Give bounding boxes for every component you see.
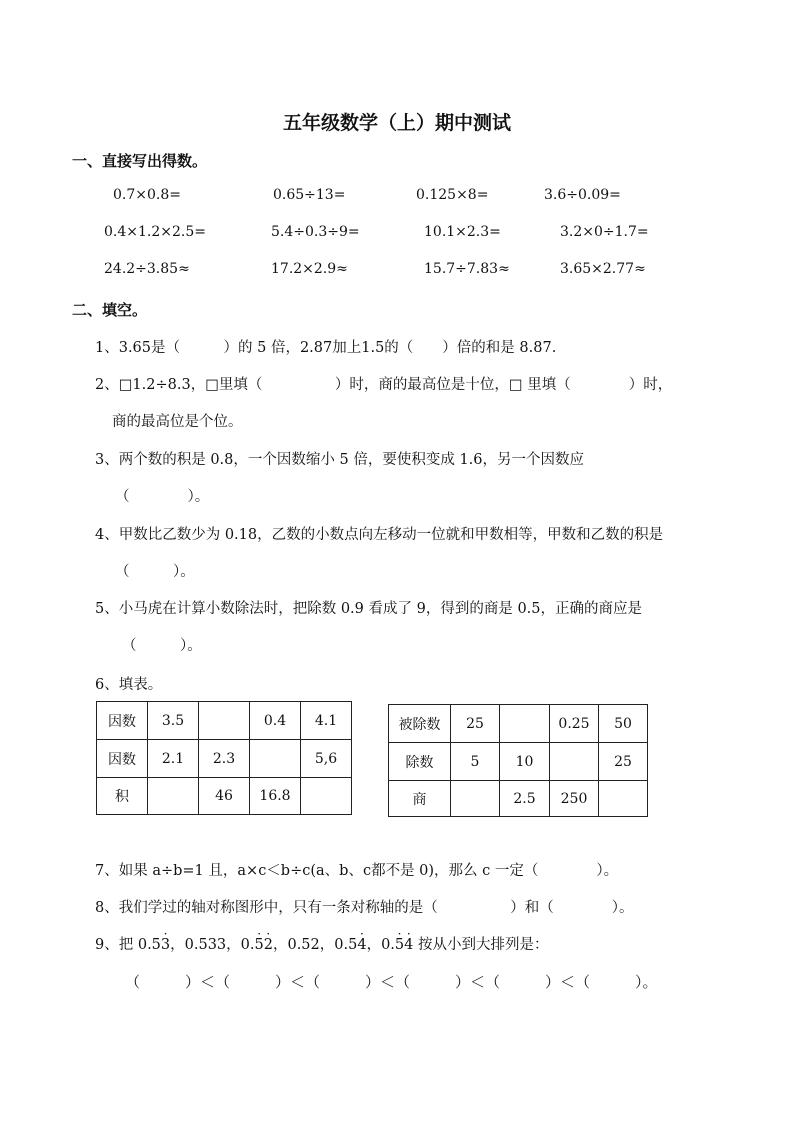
table-cell [451,781,500,817]
question-7: 7、如果 a÷b=1 且，a×c＜b÷c(a、b、c都不是 0)，那么 c 一定（ ）。 [95,863,619,879]
question-5: 5、小马虎在计算小数除法时，把除数 0.9 看成了 9，得到的商是 0.5，正确的商应是 [95,601,643,617]
question-3: 3、两个数的积是 0.8，一个因数缩小 5 倍，要使积变成 1.6，另一个因数应 [95,452,585,468]
repeating-digit: · 5 [395,937,404,953]
calc-item: 0.125×8= [416,187,489,203]
row-label: 除数 [389,743,451,781]
row-label: 因数 [97,702,148,740]
table-cell: 2.1 [148,740,199,778]
table-cell: 2.3 [199,740,250,778]
table-cell [199,702,250,740]
calc-item: 5.4÷0.3÷9= [271,224,360,240]
q9-separator: ， [319,937,335,953]
table-cell [301,778,352,815]
q9-number: 0. [240,937,255,953]
table-cell: 4.1 [301,702,352,740]
product-table [96,701,352,815]
q9-tail: 按从小到大排列是： [413,937,549,953]
table-cell: 3.5 [148,702,199,740]
table-cell [250,740,301,778]
q9-separator: ， [272,937,288,953]
calc-item: 0.4×1.2×2.5= [104,224,206,240]
question-9 [95,933,548,954]
calc-item: 0.65÷13= [273,187,346,203]
table-cell: 25 [451,705,500,743]
question-2: 2、□1.2÷8.3，□里填（ ）时，商的最高位是十位，□ 里填（ ）时， [95,377,673,393]
repeating-digit: · 3 [161,937,170,953]
table-cell [500,705,550,743]
table-cell [148,778,199,815]
question-9-answer: （ ）＜（ ）＜（ ）＜（ ）＜（ ）＜（ ）。 [125,973,658,991]
question-5-answer: （ ）。 [122,638,202,654]
table-cell [550,743,599,781]
table-cell: 5 [451,743,500,781]
table-cell: 0.25 [550,705,599,743]
q9-separator: ， [226,937,241,953]
question-8: 8、我们学过的轴对称图形中，只有一条对称轴的是（ ）和（ ）。 [95,900,634,916]
row-label: 因数 [97,740,148,778]
calc-item: 17.2×2.9≈ [271,261,348,277]
q9-number: 0.533 [184,937,227,953]
table-cell [599,781,648,817]
question-6: 6、填表。 [95,677,163,693]
q9-separator: ， [366,937,382,953]
q9-number: 0.5 [137,937,161,953]
table-cell: 46 [199,778,250,815]
calc-item: 3.6÷0.09= [544,187,621,203]
repeating-digit: · 5 [255,937,264,953]
q9-number: 0.5 [334,937,358,953]
section1-heading: 一、直接写出得数。 [72,152,208,170]
q9-number: 0. [381,937,395,953]
table-cell: 25 [599,743,648,781]
row-label: 积 [97,778,148,815]
quotient-table [388,704,648,817]
calc-item: 3.2×0÷1.7= [560,224,649,240]
table-cell: 2.5 [500,781,550,817]
calc-item: 3.65×2.77≈ [560,261,646,277]
calc-item: 24.2÷3.85≈ [104,261,190,277]
table-cell: 10 [500,743,550,781]
q9-separator: ， [170,937,185,953]
repeating-digit: · 4 [357,937,366,953]
table-cell: 5,6 [301,740,352,778]
table-cell: 250 [550,781,599,817]
question-4-answer: （ ）。 [115,564,195,580]
question-1: 1、3.65是（ ）的 5 倍，2.87加上1.5的（ ）倍的和是 8.87. [95,340,557,356]
page-title: 五年级数学（上）期中测试 [282,112,511,134]
question-3-answer: （ ）。 [115,489,210,505]
calc-item: 15.7÷7.83≈ [424,261,510,277]
calc-item: 0.7×0.8= [113,187,181,203]
q9-lead: 9、把 [95,937,138,953]
repeating-digit: · 4 [404,937,413,953]
question-2-cont: 商的最高位是个位。 [112,414,243,430]
question-4: 4、甲数比乙数少为 0.18，乙数的小数点向左移动一位就和甲数相等，甲数和乙数的积是 [95,527,664,543]
table-cell: 50 [599,705,648,743]
calc-item: 10.1×2.3= [424,224,501,240]
repeating-digit: · 2 [264,937,273,953]
q9-number: 0.52 [287,937,320,953]
section2-heading: 二、填空。 [72,301,148,319]
row-label: 被除数 [389,705,451,743]
row-label: 商 [389,781,451,817]
table-cell: 0.4 [250,702,301,740]
table-cell: 16.8 [250,778,301,815]
